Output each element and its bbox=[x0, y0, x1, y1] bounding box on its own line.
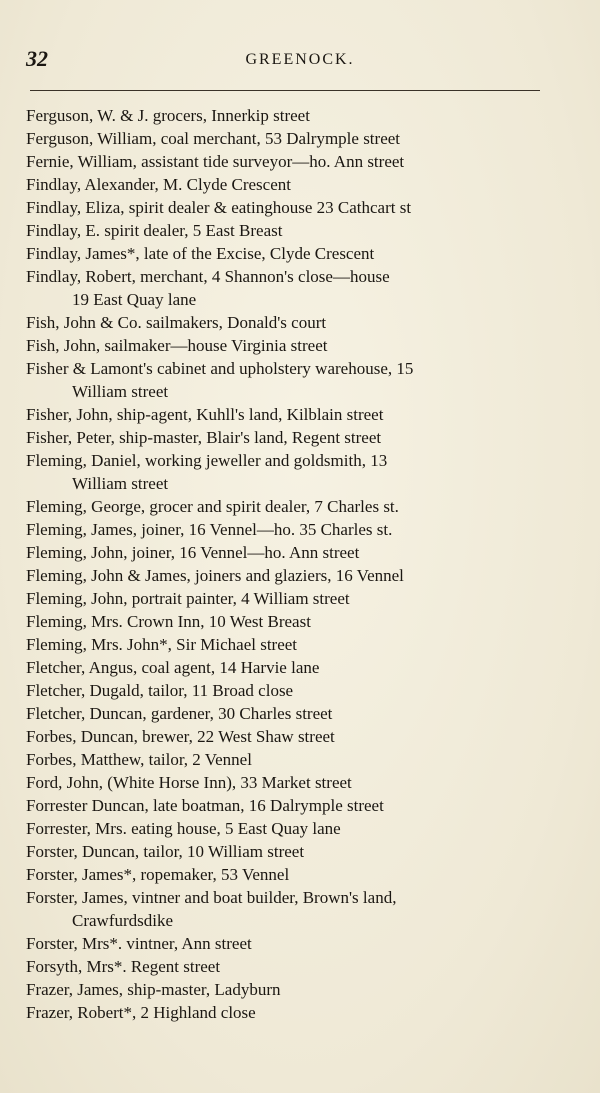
entry-text: Fisher & Lamont's cabinet and upholstery warehouse, 15 bbox=[26, 359, 414, 378]
entry-text: Fletcher, Dugald, tailor, 11 Broad close bbox=[26, 681, 294, 700]
directory-entry bbox=[26, 265, 556, 311]
entry-text: Frazer, Robert*, 2 Highland close bbox=[26, 1003, 256, 1022]
directory-entry bbox=[26, 702, 556, 725]
directory-entry bbox=[26, 242, 556, 265]
entry-text: Fleming, John, portrait painter, 4 William street bbox=[26, 589, 350, 608]
directory-entry bbox=[26, 817, 556, 840]
directory-entry bbox=[26, 955, 556, 978]
entry-text: Findlay, James*, late of the Excise, Clyde Crescent bbox=[26, 244, 375, 263]
entry-text: Fish, John & Co. sailmakers, Donald's court bbox=[26, 313, 327, 332]
entry-text: Forrester, Mrs. eating house, 5 East Quay lane bbox=[26, 819, 341, 838]
directory-entry bbox=[26, 127, 556, 150]
entry-text: Fisher, John, ship-agent, Kuhll's land, Kilblain street bbox=[26, 405, 384, 424]
entry-text: Fletcher, Angus, coal agent, 14 Harvie lane bbox=[26, 658, 320, 677]
directory-entry bbox=[26, 633, 556, 656]
directory-entry bbox=[26, 449, 556, 495]
directory-entry bbox=[26, 840, 556, 863]
directory-entry bbox=[26, 334, 556, 357]
entry-text: Ferguson, William, coal merchant, 53 Dalrymple street bbox=[26, 129, 401, 148]
entry-text: Fisher, Peter, ship-master, Blair's land, Regent street bbox=[26, 428, 382, 447]
entry-text: Findlay, Alexander, M. Clyde Crescent bbox=[26, 175, 291, 194]
entry-text: Fernie, William, assistant tide surveyor—ho. Ann street bbox=[26, 152, 405, 171]
entry-text: Fletcher, Duncan, gardener, 30 Charles street bbox=[26, 704, 333, 723]
directory-entry bbox=[26, 196, 556, 219]
directory-entry bbox=[26, 495, 556, 518]
directory-entry bbox=[26, 564, 556, 587]
entry-text: Fleming, Mrs. John*, Sir Michael street bbox=[26, 635, 298, 654]
entry-text: Fleming, John & James, joiners and glaziers, 16 Vennel bbox=[26, 566, 404, 585]
entry-text: Forster, Mrs*. vintner, Ann street bbox=[26, 934, 252, 953]
entry-text: Forster, James*, ropemaker, 53 Vennel bbox=[26, 865, 290, 884]
entry-text: Ford, John, (White Horse Inn), 33 Market street bbox=[26, 773, 352, 792]
directory-entry bbox=[26, 978, 556, 1001]
directory-entry bbox=[26, 150, 556, 173]
entry-text: Forbes, Duncan, brewer, 22 West Shaw street bbox=[26, 727, 335, 746]
entry-text: Fleming, Mrs. Crown Inn, 10 West Breast bbox=[26, 612, 311, 631]
entry-text: Forster, Duncan, tailor, 10 William street bbox=[26, 842, 305, 861]
directory-entry bbox=[26, 932, 556, 955]
directory-entry bbox=[26, 104, 556, 127]
directory-entry bbox=[26, 771, 556, 794]
directory-entries bbox=[26, 104, 556, 1024]
header-rule bbox=[30, 90, 540, 91]
entry-text: Fleming, James, joiner, 16 Vennel—ho. 35 Charles st. bbox=[26, 520, 393, 539]
directory-entry bbox=[26, 311, 556, 334]
directory-entry bbox=[26, 403, 556, 426]
entry-continuation: William street bbox=[72, 382, 169, 401]
entry-text: Fish, John, sailmaker—house Virginia street bbox=[26, 336, 328, 355]
directory-entry bbox=[26, 541, 556, 564]
directory-entry bbox=[26, 679, 556, 702]
entry-text: Fleming, Daniel, working jeweller and goldsmith, 13 bbox=[26, 451, 388, 470]
directory-entry bbox=[26, 610, 556, 633]
entry-text: Fleming, John, joiner, 16 Vennel—ho. Ann street bbox=[26, 543, 360, 562]
entry-text: Forbes, Matthew, tailor, 2 Vennel bbox=[26, 750, 252, 769]
entry-text: Ferguson, W. & J. grocers, Innerkip street bbox=[26, 106, 310, 125]
entry-text: Frazer, James, ship-master, Ladyburn bbox=[26, 980, 281, 999]
directory-entry bbox=[26, 1001, 556, 1024]
entry-continuation: 19 East Quay lane bbox=[72, 290, 197, 309]
directory-entry bbox=[26, 173, 556, 196]
directory-entry bbox=[26, 863, 556, 886]
directory-entry bbox=[26, 518, 556, 541]
directory-entry bbox=[26, 426, 556, 449]
directory-entry bbox=[26, 794, 556, 817]
directory-entry bbox=[26, 886, 556, 932]
directory-entry bbox=[26, 656, 556, 679]
directory-entry bbox=[26, 219, 556, 242]
directory-entry bbox=[26, 748, 556, 771]
running-head: GREENOCK. bbox=[245, 51, 355, 68]
directory-entry bbox=[26, 725, 556, 748]
entry-text: Findlay, E. spirit dealer, 5 East Breast bbox=[26, 221, 283, 240]
entry-text: Forsyth, Mrs*. Regent street bbox=[26, 957, 221, 976]
entry-text: Forrester Duncan, late boatman, 16 Dalrymple street bbox=[26, 796, 384, 815]
entry-text: Forster, James, vintner and boat builder, Brown's land, bbox=[26, 888, 397, 907]
page-number: 32 bbox=[26, 46, 48, 71]
entry-text: Findlay, Eliza, spirit dealer & eatinghouse 23 Cathcart st bbox=[26, 198, 412, 217]
entry-text: Fleming, George, grocer and spirit dealer, 7 Charles st. bbox=[26, 497, 399, 516]
entry-continuation: William street bbox=[72, 474, 169, 493]
directory-entry bbox=[26, 587, 556, 610]
directory-entry bbox=[26, 357, 556, 403]
entry-continuation: Crawfurdsdike bbox=[72, 911, 174, 930]
entry-text: Findlay, Robert, merchant, 4 Shannon's close—house bbox=[26, 267, 390, 286]
